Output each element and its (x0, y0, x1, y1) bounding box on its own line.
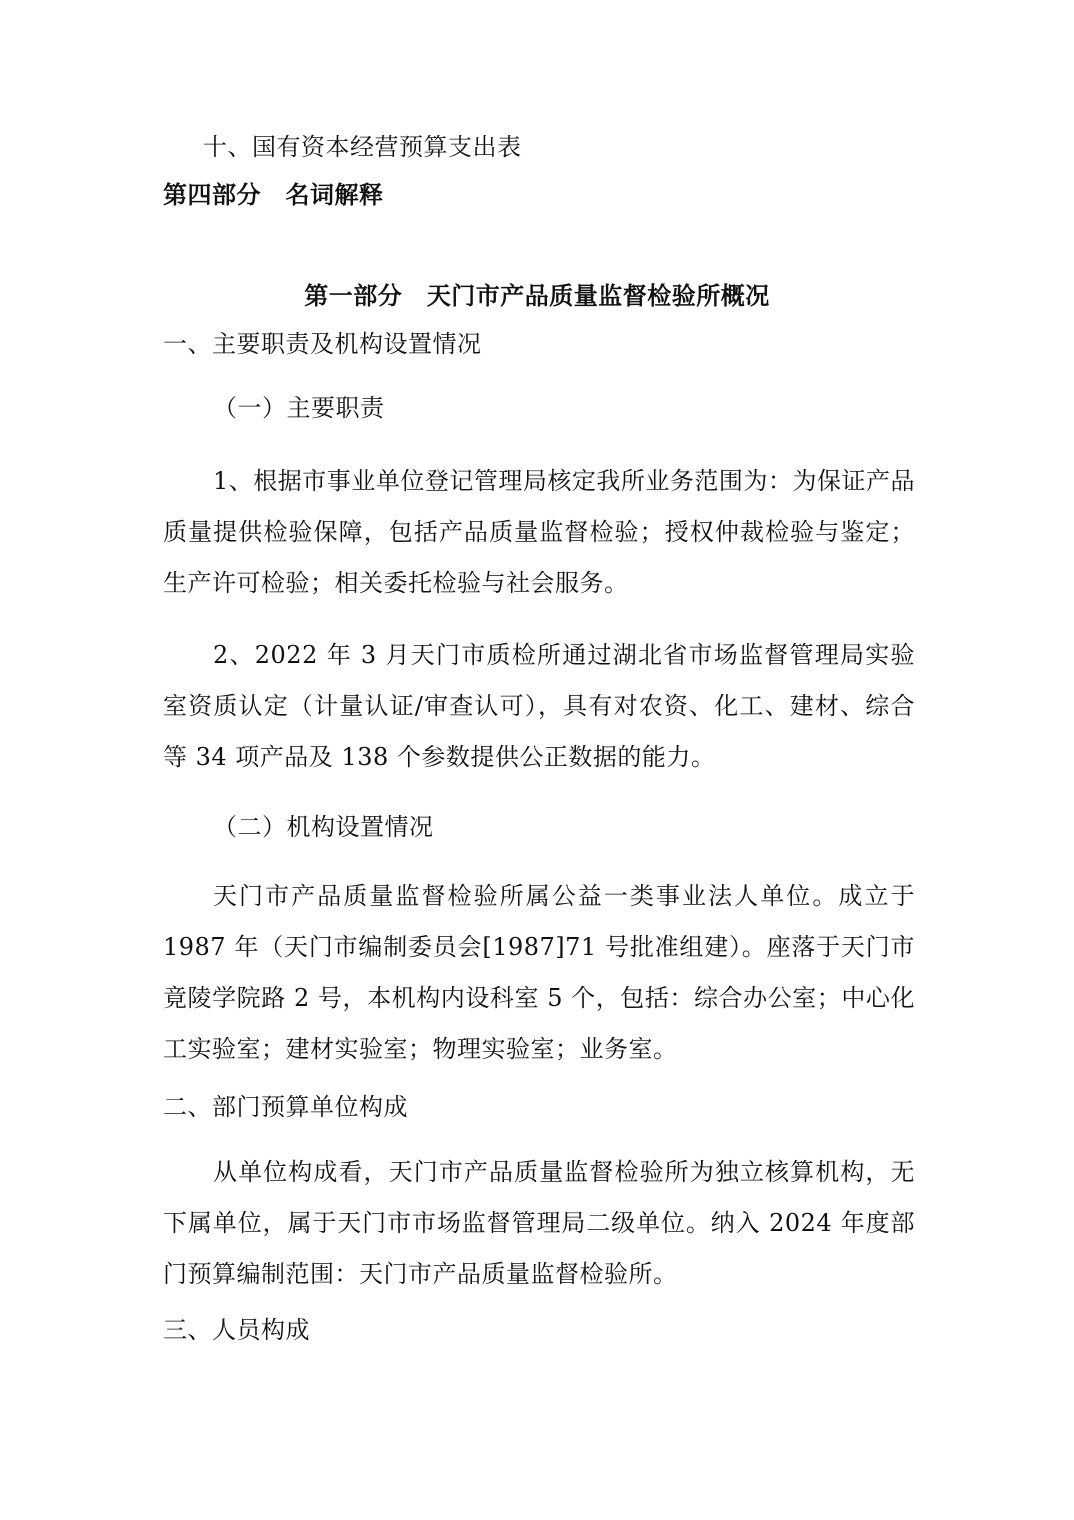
sub-two-heading: （二）机构设置情况 (213, 813, 434, 841)
toc-part-four-heading: 第四部分 名词解释 (163, 181, 384, 209)
paragraph-main-duties-1: 1、根据市事业单位登记管理局核定我所业务范围为：为保证产品质量提供检验保障，包括产品质量监督检验；授权仲裁检验与鉴定；生产许可检验；相关委托检验与社会服务。 (163, 467, 915, 597)
section-one-heading: 一、主要职责及机构设置情况 (163, 330, 482, 358)
part-one-title: 第一部分 天门市产品质量监督检验所概况 (304, 282, 770, 310)
section-three-heading: 三、人员构成 (163, 1316, 310, 1344)
paragraph-main-duties-2: 2、2022 年 3 月天门市质检所通过湖北省市场监督管理局实验室资质认定（计量认证/审查认可），具有对农资、化工、建材、综合等 34 项产品及 138 个参数提供公正数据的能力。 (163, 641, 915, 771)
toc-item-ten: 十、国有资本经营预算支出表 (203, 133, 522, 161)
section-two-heading: 二、部门预算单位构成 (163, 1093, 408, 1121)
paragraph-budget-units: 从单位构成看，天门市产品质量监督检验所为独立核算机构，无下属单位，属于天门市市场监督管理局二级单位。纳入 2024 年度部门预算编制范围：天门市产品质量监督检验所。 (163, 1158, 915, 1288)
sub-one-heading: （一）主要职责 (213, 394, 385, 422)
paragraph-organization: 天门市产品质量监督检验所属公益一类事业法人单位。成立于 1987 年（天门市编制委员会[1987]71 号批准组建）。座落于天门市竟陵学院路 2 号，本机构内设科室 5 个，包括：综合办公室；中心化工实验室；建材实验室；物理实验室；业务室。 (163, 882, 915, 1063)
